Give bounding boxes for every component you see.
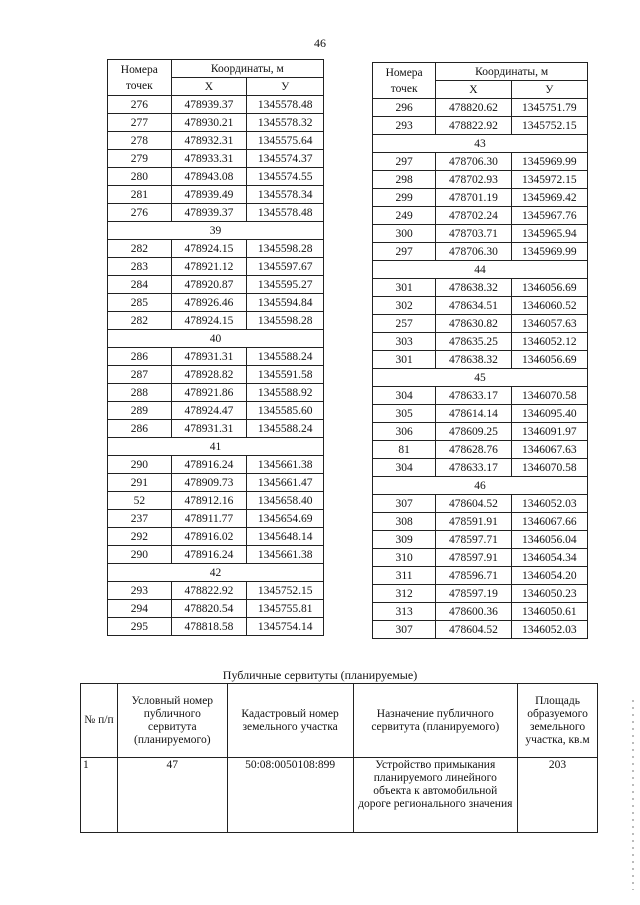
header-x: X	[171, 78, 247, 96]
coord-x: 478604.52	[436, 621, 511, 639]
coord-x: 478633.17	[436, 387, 511, 405]
table-row	[373, 585, 588, 603]
point-number: 299	[373, 189, 436, 207]
coord-x: 478635.25	[436, 333, 511, 351]
coord-x: 478820.62	[436, 99, 511, 117]
point-number: 276	[108, 204, 172, 222]
right-table-body	[373, 99, 588, 639]
coord-y: 1346054.34	[511, 549, 587, 567]
table-row	[108, 204, 324, 222]
group-row	[373, 135, 588, 153]
point-number: 297	[373, 243, 436, 261]
point-number: 295	[108, 618, 172, 636]
table-row	[108, 366, 324, 384]
point-number: 277	[108, 114, 172, 132]
coord-y: 1346095.40	[511, 405, 587, 423]
group-label: 39	[108, 222, 324, 240]
coord-y: 1345598.28	[247, 240, 324, 258]
coord-x: 478924.47	[171, 402, 247, 420]
point-number: 301	[373, 351, 436, 369]
point-number: 304	[373, 459, 436, 477]
coord-x: 478818.58	[171, 618, 247, 636]
point-number: 257	[373, 315, 436, 333]
coord-y: 1345591.58	[247, 366, 324, 384]
coord-y: 1346050.23	[511, 585, 587, 603]
coord-x: 478609.25	[436, 423, 511, 441]
group-row	[108, 438, 324, 456]
group-label: 43	[373, 135, 588, 153]
coord-y: 1345752.15	[511, 117, 587, 135]
coord-x: 478822.92	[171, 582, 247, 600]
point-number: 312	[373, 585, 436, 603]
table-row	[373, 189, 588, 207]
point-number: 304	[373, 387, 436, 405]
point-number: 291	[108, 474, 172, 492]
point-number: 281	[108, 186, 172, 204]
coord-y: 1345661.38	[247, 456, 324, 474]
header-x: X	[436, 81, 511, 99]
point-number: 282	[108, 312, 172, 330]
coord-x: 478614.14	[436, 405, 511, 423]
coord-x: 478932.31	[171, 132, 247, 150]
coord-y: 1345754.14	[247, 618, 324, 636]
public-servitudes-title: Публичные сервитуты (планируемые)	[222, 668, 418, 682]
point-number: 278	[108, 132, 172, 150]
point-number: 290	[108, 546, 172, 564]
coord-y: 1345755.81	[247, 600, 324, 618]
coord-y: 1346067.66	[511, 513, 587, 531]
coord-y: 1345654.69	[247, 510, 324, 528]
scan-edge-artifact	[632, 700, 634, 890]
table-row	[108, 492, 324, 510]
table-row	[373, 279, 588, 297]
coord-y: 1345969.99	[511, 153, 587, 171]
point-number: 308	[373, 513, 436, 531]
table-row	[108, 420, 324, 438]
coord-y: 1345661.38	[247, 546, 324, 564]
coord-x: 478916.24	[171, 546, 247, 564]
table-row	[108, 456, 324, 474]
table-row	[108, 582, 324, 600]
coord-x: 478924.15	[171, 312, 247, 330]
table-row	[108, 258, 324, 276]
table-row	[373, 153, 588, 171]
coord-y: 1346054.20	[511, 567, 587, 585]
coord-x: 478924.15	[171, 240, 247, 258]
group-label: 46	[373, 477, 588, 495]
coord-y: 1345575.64	[247, 132, 324, 150]
table-row	[373, 315, 588, 333]
coord-x: 478706.30	[436, 243, 511, 261]
point-number: 294	[108, 600, 172, 618]
coord-y: 1346070.58	[511, 459, 587, 477]
table-row	[373, 171, 588, 189]
group-row	[108, 564, 324, 582]
table-row	[108, 276, 324, 294]
coord-y: 1345578.48	[247, 96, 324, 114]
coord-x: 478931.31	[171, 348, 247, 366]
coord-x: 478702.24	[436, 207, 511, 225]
point-number: 293	[108, 582, 172, 600]
servitude-code: 47	[117, 758, 227, 833]
point-number: 313	[373, 603, 436, 621]
point-number: 288	[108, 384, 172, 402]
table-row	[108, 402, 324, 420]
table-row	[108, 96, 324, 114]
coord-y: 1345969.99	[511, 243, 587, 261]
coord-x: 478912.16	[171, 492, 247, 510]
table-row	[373, 333, 588, 351]
table-row	[373, 405, 588, 423]
header-area: Площадь образуемого земельного участка, кв.м	[518, 684, 598, 758]
table-row	[373, 351, 588, 369]
coord-y: 1345751.79	[511, 99, 587, 117]
header-y: У	[247, 78, 324, 96]
group-row	[373, 261, 588, 279]
servitude-num: 1	[81, 758, 118, 833]
coord-x: 478600.36	[436, 603, 511, 621]
table-row	[373, 459, 588, 477]
table-row	[373, 531, 588, 549]
coord-x: 478920.87	[171, 276, 247, 294]
table-row	[373, 207, 588, 225]
coord-y: 1345588.24	[247, 420, 324, 438]
coord-x: 478939.49	[171, 186, 247, 204]
point-number: 307	[373, 495, 436, 513]
coord-x: 478633.17	[436, 459, 511, 477]
point-number: 276	[108, 96, 172, 114]
header-point-numbers: Номера точек	[373, 63, 436, 99]
table-row	[108, 132, 324, 150]
coord-y: 1346056.04	[511, 531, 587, 549]
coord-y: 1346060.52	[511, 297, 587, 315]
coord-x: 478638.32	[436, 279, 511, 297]
table-row	[108, 384, 324, 402]
coord-x: 478928.82	[171, 366, 247, 384]
coord-x: 478930.21	[171, 114, 247, 132]
coord-y: 1345588.92	[247, 384, 324, 402]
table-row	[373, 387, 588, 405]
group-label: 42	[108, 564, 324, 582]
coord-y: 1345578.34	[247, 186, 324, 204]
table-row	[108, 186, 324, 204]
table-row	[373, 297, 588, 315]
table-row	[373, 495, 588, 513]
table-row	[108, 240, 324, 258]
group-row	[373, 477, 588, 495]
coord-x: 478916.24	[171, 456, 247, 474]
page-number: 46	[314, 36, 326, 50]
table-row	[373, 603, 588, 621]
point-number: 309	[373, 531, 436, 549]
point-number: 302	[373, 297, 436, 315]
point-number: 305	[373, 405, 436, 423]
point-number: 280	[108, 168, 172, 186]
coord-y: 1345578.32	[247, 114, 324, 132]
point-number: 311	[373, 567, 436, 585]
point-number: 282	[108, 240, 172, 258]
coord-x: 478916.02	[171, 528, 247, 546]
coord-x: 478638.32	[436, 351, 511, 369]
coord-x: 478597.71	[436, 531, 511, 549]
point-number: 283	[108, 258, 172, 276]
coord-x: 478939.37	[171, 204, 247, 222]
servitude-cadastral: 50:08:0050108:899	[227, 758, 353, 833]
coord-y: 1345972.15	[511, 171, 587, 189]
coord-y: 1346052.03	[511, 495, 587, 513]
coord-x: 478604.52	[436, 495, 511, 513]
point-number: 307	[373, 621, 436, 639]
group-label: 40	[108, 330, 324, 348]
servitude-area: 203	[518, 758, 598, 833]
coord-y: 1345648.14	[247, 528, 324, 546]
left-table-body	[108, 96, 324, 636]
point-number: 285	[108, 294, 172, 312]
table-row	[373, 621, 588, 639]
table-row	[373, 117, 588, 135]
coord-x: 478628.76	[436, 441, 511, 459]
point-number: 81	[373, 441, 436, 459]
header-servitude-code: Условный номер публичного сервитута (планируемого)	[117, 684, 227, 758]
coord-x: 478820.54	[171, 600, 247, 618]
coord-y: 1345969.42	[511, 189, 587, 207]
public-servitudes-table	[80, 683, 598, 833]
coord-x: 478933.31	[171, 150, 247, 168]
table-row	[108, 474, 324, 492]
coord-y: 1346052.12	[511, 333, 587, 351]
point-number: 289	[108, 402, 172, 420]
coord-x: 478701.19	[436, 189, 511, 207]
coord-x: 478931.31	[171, 420, 247, 438]
header-cadastral-number: Кадастровый номер земельного участка	[227, 684, 353, 758]
table-row	[373, 567, 588, 585]
coord-y: 1345752.15	[247, 582, 324, 600]
coord-y: 1346057.63	[511, 315, 587, 333]
coord-x: 478943.08	[171, 168, 247, 186]
coord-y: 1346056.69	[511, 279, 587, 297]
coord-x: 478909.73	[171, 474, 247, 492]
coord-x: 478706.30	[436, 153, 511, 171]
table-row	[373, 423, 588, 441]
table-row	[108, 114, 324, 132]
coord-y: 1345588.24	[247, 348, 324, 366]
coord-x: 478703.71	[436, 225, 511, 243]
coord-x: 478634.51	[436, 297, 511, 315]
point-number: 303	[373, 333, 436, 351]
coord-y: 1346050.61	[511, 603, 587, 621]
point-number: 279	[108, 150, 172, 168]
coord-y: 1345578.48	[247, 204, 324, 222]
table-row	[108, 546, 324, 564]
group-row	[108, 330, 324, 348]
point-number: 301	[373, 279, 436, 297]
table-row	[108, 150, 324, 168]
table-row	[108, 510, 324, 528]
coord-y: 1346091.97	[511, 423, 587, 441]
coord-y: 1345585.60	[247, 402, 324, 420]
servitude-row	[81, 758, 598, 833]
header-y: У	[511, 81, 587, 99]
coord-x: 478939.37	[171, 96, 247, 114]
coord-x: 478596.71	[436, 567, 511, 585]
point-number: 298	[373, 171, 436, 189]
coord-x: 478921.12	[171, 258, 247, 276]
table-row	[108, 618, 324, 636]
point-number: 296	[373, 99, 436, 117]
point-number: 286	[108, 420, 172, 438]
group-label: 41	[108, 438, 324, 456]
header-num: № п/п	[81, 684, 118, 758]
coordinates-table-right	[372, 62, 588, 639]
table-row	[108, 528, 324, 546]
header-coordinates: Координаты, м	[171, 60, 323, 78]
point-number: 249	[373, 207, 436, 225]
coord-y: 1345597.67	[247, 258, 324, 276]
table-row	[373, 441, 588, 459]
table-row	[373, 513, 588, 531]
coord-x: 478911.77	[171, 510, 247, 528]
coord-y: 1345658.40	[247, 492, 324, 510]
point-number: 293	[373, 117, 436, 135]
coord-x: 478921.86	[171, 384, 247, 402]
coord-y: 1346056.69	[511, 351, 587, 369]
coord-y: 1346052.03	[511, 621, 587, 639]
point-number: 300	[373, 225, 436, 243]
coord-y: 1345965.94	[511, 225, 587, 243]
group-label: 45	[373, 369, 588, 387]
point-number: 297	[373, 153, 436, 171]
coord-x: 478822.92	[436, 117, 511, 135]
group-row	[373, 369, 588, 387]
group-row	[108, 222, 324, 240]
coord-y: 1345574.37	[247, 150, 324, 168]
table-row	[108, 600, 324, 618]
table-row	[108, 168, 324, 186]
header-coordinates: Координаты, м	[436, 63, 588, 81]
point-number: 290	[108, 456, 172, 474]
coord-x: 478630.82	[436, 315, 511, 333]
table-row	[373, 99, 588, 117]
coord-x: 478597.91	[436, 549, 511, 567]
point-number: 292	[108, 528, 172, 546]
coord-y: 1345595.27	[247, 276, 324, 294]
header-purpose: Назначение публичного сервитута (планируемого)	[353, 684, 518, 758]
coord-y: 1345967.76	[511, 207, 587, 225]
coord-y: 1345598.28	[247, 312, 324, 330]
coord-y: 1345574.55	[247, 168, 324, 186]
coord-y: 1346067.63	[511, 441, 587, 459]
point-number: 310	[373, 549, 436, 567]
table-row	[373, 243, 588, 261]
table-row	[373, 549, 588, 567]
coord-x: 478702.93	[436, 171, 511, 189]
point-number: 286	[108, 348, 172, 366]
coord-x: 478926.46	[171, 294, 247, 312]
coord-y: 1346070.58	[511, 387, 587, 405]
coord-x: 478591.91	[436, 513, 511, 531]
point-number: 287	[108, 366, 172, 384]
header-point-numbers: Номера точек	[108, 60, 172, 96]
table-row	[108, 294, 324, 312]
table-row	[373, 225, 588, 243]
table-row	[108, 312, 324, 330]
coord-y: 1345661.47	[247, 474, 324, 492]
point-number: 284	[108, 276, 172, 294]
group-label: 44	[373, 261, 588, 279]
coord-x: 478597.19	[436, 585, 511, 603]
coordinates-table-left	[107, 59, 324, 636]
table-row	[108, 348, 324, 366]
coord-y: 1345594.84	[247, 294, 324, 312]
servitude-purpose: Устройство примыкания планируемого линейного объекта к автомобильной дороге регионального значения	[353, 758, 518, 833]
point-number: 237	[108, 510, 172, 528]
point-number: 306	[373, 423, 436, 441]
point-number: 52	[108, 492, 172, 510]
